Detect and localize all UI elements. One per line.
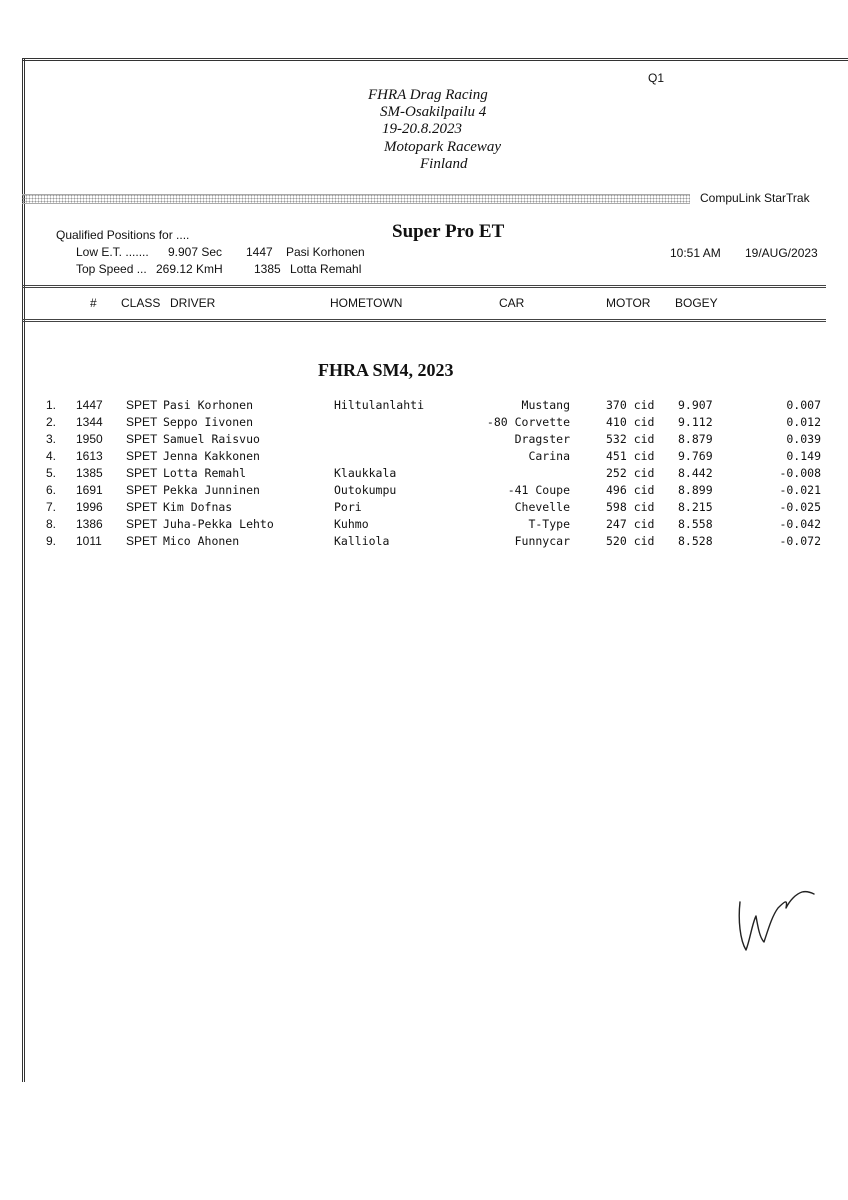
row-diff: -0.042 [779, 517, 821, 531]
col-hometown: HOMETOWN [330, 296, 403, 310]
col-bogey: BOGEY [675, 296, 718, 310]
row-class: SPET [126, 398, 158, 412]
row-et: 9.112 [678, 415, 713, 429]
col-driver: DRIVER [170, 296, 216, 310]
table-row [0, 415, 848, 432]
row-hometown: Hiltulanlahti [334, 398, 425, 412]
row-position: 8. [46, 517, 57, 531]
row-motor: 496 cid [606, 483, 655, 497]
col-class: CLASS [121, 296, 161, 310]
row-driver: Kim Dofnas [163, 500, 233, 514]
row-position: 1. [46, 398, 57, 412]
row-car: Funnycar [514, 534, 570, 548]
row-driver: Lotta Remahl [163, 466, 247, 480]
row-car: Chevelle [514, 500, 570, 514]
row-car: -80 Corvette [486, 415, 570, 429]
row-car: Dragster [514, 432, 570, 446]
row-hometown: Klaukkala [334, 466, 397, 480]
row-car-number: 1613 [76, 449, 103, 463]
row-et: 8.879 [678, 432, 713, 446]
row-diff: 0.039 [786, 432, 821, 446]
row-motor: 520 cid [606, 534, 655, 548]
top-speed-label: Top Speed ... [76, 262, 147, 276]
row-car-number: 1386 [76, 517, 103, 531]
row-class: SPET [126, 534, 158, 548]
row-car-number: 1344 [76, 415, 103, 429]
col-number: # [90, 296, 97, 310]
col-motor: MOTOR [606, 296, 651, 310]
row-position: 7. [46, 500, 57, 514]
row-car-number: 1011 [76, 534, 102, 548]
row-class: SPET [126, 483, 158, 497]
row-et: 8.899 [678, 483, 713, 497]
row-car: Carina [528, 449, 570, 463]
row-class: SPET [126, 432, 158, 446]
handwritten-signature [734, 880, 824, 960]
row-motor: 532 cid [606, 432, 655, 446]
row-car-number: 1385 [76, 466, 103, 480]
dotted-band-border [22, 194, 690, 204]
row-car-number: 1447 [76, 398, 103, 412]
report-date: 19/AUG/2023 [745, 246, 818, 260]
row-position: 6. [46, 483, 57, 497]
low-et-car: 1447 [246, 245, 273, 259]
event-dates: 19-20.8.2023 [382, 121, 462, 137]
row-et: 8.215 [678, 500, 713, 514]
report-time: 10:51 AM [670, 246, 721, 260]
row-et: 8.528 [678, 534, 713, 548]
row-class: SPET [126, 466, 158, 480]
col-car: CAR [499, 296, 525, 310]
row-driver: Samuel Raisvuo [163, 432, 260, 446]
low-et-value: 9.907 Sec [168, 245, 223, 259]
header-rule-bottom [22, 319, 826, 322]
row-driver: Jenna Kakkonen [163, 449, 260, 463]
row-driver: Seppo Iivonen [163, 415, 254, 429]
row-hometown: Outokumpu [334, 483, 397, 497]
frame-top-border [22, 58, 848, 61]
header-rule-top [22, 285, 826, 288]
event-name: FHRA Drag Racing [368, 87, 488, 103]
row-position: 3. [46, 432, 57, 446]
table-row [0, 398, 848, 415]
frame-left-border [22, 58, 25, 1082]
row-motor: 247 cid [606, 517, 655, 531]
table-row [0, 483, 848, 500]
table-row [0, 466, 848, 483]
top-speed-driver: Lotta Remahl [290, 262, 362, 276]
row-diff: 0.012 [786, 415, 821, 429]
row-class: SPET [126, 449, 158, 463]
row-diff: -0.008 [779, 466, 821, 480]
row-position: 9. [46, 534, 57, 548]
row-et: 9.769 [678, 449, 713, 463]
low-et-label: Low E.T. ....... [76, 245, 149, 259]
table-row [0, 432, 848, 449]
row-car: Mustang [521, 398, 570, 412]
row-driver: Pasi Korhonen [163, 398, 254, 412]
results-table [0, 398, 848, 551]
event-round: SM-Osakilpailu 4 [380, 104, 487, 120]
vendor-label: CompuLink StarTrak [700, 191, 810, 205]
row-diff: 0.007 [786, 398, 821, 412]
qualified-positions-label: Qualified Positions for .... [56, 228, 190, 242]
row-class: SPET [126, 415, 158, 429]
row-hometown: Kuhmo [334, 517, 369, 531]
row-position: 5. [46, 466, 57, 480]
row-car-number: 1996 [76, 500, 103, 514]
table-row [0, 449, 848, 466]
low-et-driver: Pasi Korhonen [286, 245, 365, 259]
row-motor: 370 cid [606, 398, 655, 412]
row-position: 4. [46, 449, 57, 463]
row-driver: Mico Ahonen [163, 534, 240, 548]
row-diff: -0.025 [779, 500, 821, 514]
row-motor: 598 cid [606, 500, 655, 514]
row-driver: Juha-Pekka Lehto [163, 517, 274, 531]
table-row [0, 500, 848, 517]
row-car: T-Type [528, 517, 570, 531]
row-car-number: 1691 [76, 483, 103, 497]
row-motor: 252 cid [606, 466, 655, 480]
row-hometown: Kalliola [334, 534, 390, 548]
row-et: 8.558 [678, 517, 713, 531]
row-motor: 410 cid [606, 415, 655, 429]
row-motor: 451 cid [606, 449, 655, 463]
row-position: 2. [46, 415, 57, 429]
top-speed-value: 269.12 KmH [156, 262, 223, 276]
row-class: SPET [126, 500, 158, 514]
row-diff: -0.021 [779, 483, 821, 497]
row-driver: Pekka Junninen [163, 483, 260, 497]
class-title: Super Pro ET [392, 221, 505, 242]
row-diff: 0.149 [786, 449, 821, 463]
row-class: SPET [126, 517, 158, 531]
table-row [0, 517, 848, 534]
table-row [0, 534, 848, 551]
row-car-number: 1950 [76, 432, 103, 446]
top-speed-car: 1385 [254, 262, 281, 276]
event-venue: Motopark Raceway [384, 139, 502, 155]
event-country: Finland [420, 156, 468, 172]
row-et: 8.442 [678, 466, 713, 480]
row-car: -41 Coupe [507, 483, 570, 497]
row-et: 9.907 [678, 398, 713, 412]
row-diff: -0.072 [779, 534, 821, 548]
row-hometown: Pori [334, 500, 362, 514]
section-title: FHRA SM4, 2023 [318, 360, 454, 380]
qualifier-label: Q1 [648, 71, 665, 85]
